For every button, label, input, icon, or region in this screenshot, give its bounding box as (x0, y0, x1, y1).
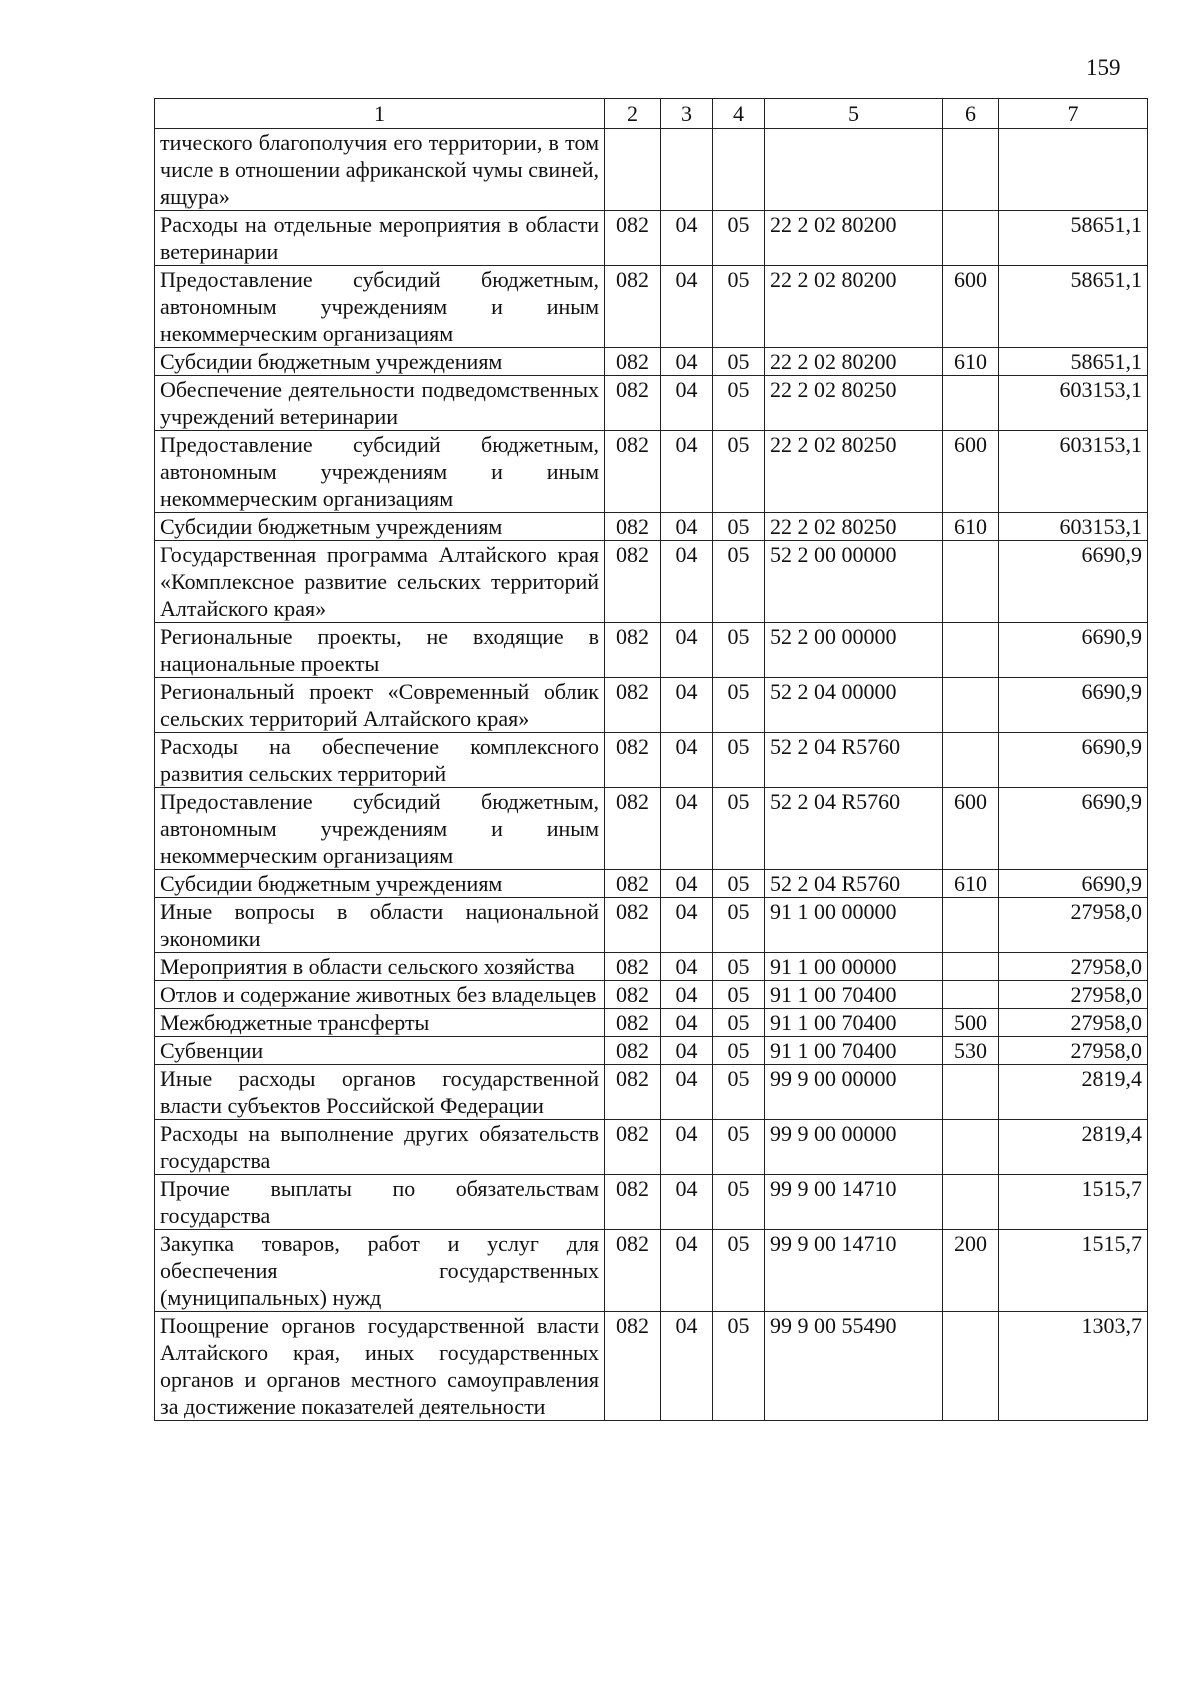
row-expense-type (943, 376, 999, 431)
page-number: 159 (1086, 55, 1121, 80)
row-name: Предоставление субсидий бюджетным, автономным учреждениям и иным некоммерческим организациям (155, 788, 605, 870)
row-ministry-code: 082 (605, 348, 661, 376)
table-row (155, 1230, 1148, 1312)
row-name: Закупка товаров, работ и услуг для обеспечения государственных (муниципальных) нужд (155, 1230, 605, 1312)
row-subsection-code: 05 (713, 788, 765, 870)
row-subsection-code: 05 (713, 870, 765, 898)
row-amount: 603153,1 (999, 513, 1148, 541)
row-subsection-code: 05 (713, 211, 765, 266)
row-name: тического благополучия его территории, в том числе в отношении африканской чумы свиней, ящура» (155, 129, 605, 211)
row-section-code: 04 (661, 211, 713, 266)
row-target-article: 99 9 00 55490 (765, 1312, 943, 1421)
row-target-article: 99 9 00 00000 (765, 1065, 943, 1120)
row-ministry-code: 082 (605, 1175, 661, 1230)
table-row (155, 211, 1148, 266)
row-subsection-code: 05 (713, 1009, 765, 1037)
row-target-article (765, 129, 943, 211)
table-row (155, 431, 1148, 513)
row-section-code: 04 (661, 1312, 713, 1421)
row-subsection-code: 05 (713, 1230, 765, 1312)
row-amount: 6690,9 (999, 541, 1148, 623)
row-subsection-code: 05 (713, 431, 765, 513)
row-subsection-code: 05 (713, 1120, 765, 1175)
row-section-code: 04 (661, 541, 713, 623)
row-section-code: 04 (661, 788, 713, 870)
table-row (155, 541, 1148, 623)
table-row (155, 1175, 1148, 1230)
row-amount: 1303,7 (999, 1312, 1148, 1421)
row-section-code: 04 (661, 953, 713, 981)
row-subsection-code: 05 (713, 376, 765, 431)
row-target-article: 22 2 02 80200 (765, 211, 943, 266)
budget-table (154, 98, 1148, 1421)
row-name: Предоставление субсидий бюджетным, автономным учреждениям и иным некоммерческим организациям (155, 266, 605, 348)
row-expense-type (943, 623, 999, 678)
row-subsection-code: 05 (713, 266, 765, 348)
table-row (155, 129, 1148, 211)
table-row (155, 733, 1148, 788)
row-target-article: 52 2 00 00000 (765, 541, 943, 623)
row-amount: 27958,0 (999, 1037, 1148, 1065)
table-row (155, 376, 1148, 431)
row-amount: 6690,9 (999, 870, 1148, 898)
row-subsection-code: 05 (713, 623, 765, 678)
row-ministry-code: 082 (605, 1312, 661, 1421)
row-ministry-code: 082 (605, 211, 661, 266)
row-name: Мероприятия в области сельского хозяйства (155, 953, 605, 981)
table-row (155, 1120, 1148, 1175)
table-row (155, 953, 1148, 981)
row-amount: 58651,1 (999, 211, 1148, 266)
row-target-article: 52 2 00 00000 (765, 623, 943, 678)
table-row (155, 1065, 1148, 1120)
row-subsection-code: 05 (713, 678, 765, 733)
row-amount: 2819,4 (999, 1065, 1148, 1120)
column-header: 6 (943, 99, 999, 129)
row-target-article: 91 1 00 70400 (765, 981, 943, 1009)
row-amount: 27958,0 (999, 898, 1148, 953)
row-section-code: 04 (661, 376, 713, 431)
row-name: Региональный проект «Современный облик сельских территорий Алтайского края» (155, 678, 605, 733)
row-expense-type: 610 (943, 348, 999, 376)
row-ministry-code: 082 (605, 678, 661, 733)
row-section-code: 04 (661, 1175, 713, 1230)
row-target-article: 91 1 00 70400 (765, 1009, 943, 1037)
row-section-code: 04 (661, 1120, 713, 1175)
row-target-article: 52 2 04 R5760 (765, 870, 943, 898)
column-header: 5 (765, 99, 943, 129)
row-expense-type: 500 (943, 1009, 999, 1037)
row-amount: 6690,9 (999, 623, 1148, 678)
row-target-article: 99 9 00 00000 (765, 1120, 943, 1175)
row-name: Субвенции (155, 1037, 605, 1065)
header-row (155, 99, 1148, 129)
row-subsection-code: 05 (713, 953, 765, 981)
row-name: Поощрение органов государственной власти Алтайского края, иных государственных органов и органов местного самоуправления за достижение показателей деятельности (155, 1312, 605, 1421)
table-row (155, 870, 1148, 898)
row-ministry-code: 082 (605, 981, 661, 1009)
table-row (155, 678, 1148, 733)
row-expense-type (943, 981, 999, 1009)
table-row (155, 623, 1148, 678)
column-header: 1 (155, 99, 605, 129)
row-name: Предоставление субсидий бюджетным, автономным учреждениям и иным некоммерческим организациям (155, 431, 605, 513)
row-expense-type (943, 953, 999, 981)
row-name: Расходы на отдельные мероприятия в области ветеринарии (155, 211, 605, 266)
row-name: Расходы на выполнение других обязательств государства (155, 1120, 605, 1175)
row-ministry-code: 082 (605, 788, 661, 870)
row-amount: 58651,1 (999, 266, 1148, 348)
row-amount: 603153,1 (999, 376, 1148, 431)
row-section-code: 04 (661, 981, 713, 1009)
row-expense-type (943, 129, 999, 211)
table-row (155, 898, 1148, 953)
row-target-article: 22 2 02 80250 (765, 513, 943, 541)
row-expense-type (943, 541, 999, 623)
table-row (155, 348, 1148, 376)
row-amount: 27958,0 (999, 981, 1148, 1009)
row-amount: 1515,7 (999, 1175, 1148, 1230)
row-ministry-code: 082 (605, 541, 661, 623)
row-section-code: 04 (661, 431, 713, 513)
row-section-code: 04 (661, 898, 713, 953)
row-subsection-code: 05 (713, 981, 765, 1009)
row-expense-type (943, 1065, 999, 1120)
table-row (155, 266, 1148, 348)
row-amount: 58651,1 (999, 348, 1148, 376)
row-name: Государственная программа Алтайского края «Комплексное развитие сельских территорий Алтайского края» (155, 541, 605, 623)
row-target-article: 91 1 00 00000 (765, 898, 943, 953)
row-section-code: 04 (661, 513, 713, 541)
row-target-article: 52 2 04 R5760 (765, 733, 943, 788)
row-amount (999, 129, 1148, 211)
row-amount: 6690,9 (999, 733, 1148, 788)
row-expense-type: 200 (943, 1230, 999, 1312)
column-header: 7 (999, 99, 1148, 129)
row-target-article: 91 1 00 00000 (765, 953, 943, 981)
row-target-article: 22 2 02 80250 (765, 376, 943, 431)
row-ministry-code: 082 (605, 1009, 661, 1037)
row-target-article: 22 2 02 80200 (765, 266, 943, 348)
row-target-article: 52 2 04 R5760 (765, 788, 943, 870)
row-section-code: 04 (661, 1009, 713, 1037)
row-name: Отлов и содержание животных без владельцев (155, 981, 605, 1009)
row-name: Региональные проекты, не входящие в национальные проекты (155, 623, 605, 678)
row-section-code: 04 (661, 870, 713, 898)
row-section-code: 04 (661, 348, 713, 376)
row-amount: 27958,0 (999, 953, 1148, 981)
row-name: Субсидии бюджетным учреждениям (155, 348, 605, 376)
row-ministry-code: 082 (605, 431, 661, 513)
row-target-article: 99 9 00 14710 (765, 1175, 943, 1230)
row-name: Обеспечение деятельности подведомственных учреждений ветеринарии (155, 376, 605, 431)
row-target-article: 99 9 00 14710 (765, 1230, 943, 1312)
row-section-code: 04 (661, 266, 713, 348)
row-amount: 6690,9 (999, 678, 1148, 733)
row-section-code: 04 (661, 733, 713, 788)
column-header: 4 (713, 99, 765, 129)
row-ministry-code: 082 (605, 1037, 661, 1065)
row-ministry-code: 082 (605, 1120, 661, 1175)
row-section-code: 04 (661, 623, 713, 678)
row-section-code: 04 (661, 1065, 713, 1120)
row-subsection-code: 05 (713, 1065, 765, 1120)
row-subsection-code: 05 (713, 513, 765, 541)
row-amount: 27958,0 (999, 1009, 1148, 1037)
row-ministry-code: 082 (605, 623, 661, 678)
row-section-code (661, 129, 713, 211)
row-expense-type: 610 (943, 513, 999, 541)
table-row (155, 1312, 1148, 1421)
row-expense-type (943, 211, 999, 266)
row-ministry-code: 082 (605, 898, 661, 953)
row-name: Межбюджетные трансферты (155, 1009, 605, 1037)
row-name: Расходы на обеспечение комплексного развития сельских территорий (155, 733, 605, 788)
row-expense-type: 530 (943, 1037, 999, 1065)
row-name: Иные расходы органов государственной власти субъектов Российской Федерации (155, 1065, 605, 1120)
row-expense-type (943, 898, 999, 953)
row-subsection-code: 05 (713, 1175, 765, 1230)
row-expense-type (943, 1120, 999, 1175)
row-expense-type: 600 (943, 431, 999, 513)
row-expense-type (943, 678, 999, 733)
row-subsection-code: 05 (713, 541, 765, 623)
row-subsection-code: 05 (713, 348, 765, 376)
row-name: Субсидии бюджетным учреждениям (155, 870, 605, 898)
column-header: 2 (605, 99, 661, 129)
row-name: Субсидии бюджетным учреждениям (155, 513, 605, 541)
row-subsection-code: 05 (713, 733, 765, 788)
row-target-article: 52 2 04 00000 (765, 678, 943, 733)
row-expense-type (943, 1312, 999, 1421)
table-row (155, 788, 1148, 870)
row-ministry-code: 082 (605, 1230, 661, 1312)
row-ministry-code: 082 (605, 733, 661, 788)
row-ministry-code: 082 (605, 513, 661, 541)
row-ministry-code: 082 (605, 870, 661, 898)
row-expense-type (943, 733, 999, 788)
row-target-article: 22 2 02 80250 (765, 431, 943, 513)
column-header: 3 (661, 99, 713, 129)
row-ministry-code: 082 (605, 953, 661, 981)
row-subsection-code: 05 (713, 1037, 765, 1065)
table-row (155, 1009, 1148, 1037)
row-target-article: 22 2 02 80200 (765, 348, 943, 376)
row-ministry-code: 082 (605, 266, 661, 348)
row-amount: 6690,9 (999, 788, 1148, 870)
row-expense-type: 600 (943, 266, 999, 348)
row-amount: 603153,1 (999, 431, 1148, 513)
row-amount: 2819,4 (999, 1120, 1148, 1175)
row-section-code: 04 (661, 1037, 713, 1065)
row-expense-type: 600 (943, 788, 999, 870)
row-amount: 1515,7 (999, 1230, 1148, 1312)
table-row (155, 1037, 1148, 1065)
row-subsection-code: 05 (713, 1312, 765, 1421)
row-ministry-code: 082 (605, 1065, 661, 1120)
row-expense-type: 610 (943, 870, 999, 898)
row-expense-type (943, 1175, 999, 1230)
row-name: Прочие выплаты по обязательствам государства (155, 1175, 605, 1230)
row-section-code: 04 (661, 678, 713, 733)
row-target-article: 91 1 00 70400 (765, 1037, 943, 1065)
row-subsection-code: 05 (713, 898, 765, 953)
row-section-code: 04 (661, 1230, 713, 1312)
row-ministry-code (605, 129, 661, 211)
table-row (155, 981, 1148, 1009)
row-name: Иные вопросы в области национальной экономики (155, 898, 605, 953)
row-subsection-code (713, 129, 765, 211)
table-row (155, 513, 1148, 541)
row-ministry-code: 082 (605, 376, 661, 431)
